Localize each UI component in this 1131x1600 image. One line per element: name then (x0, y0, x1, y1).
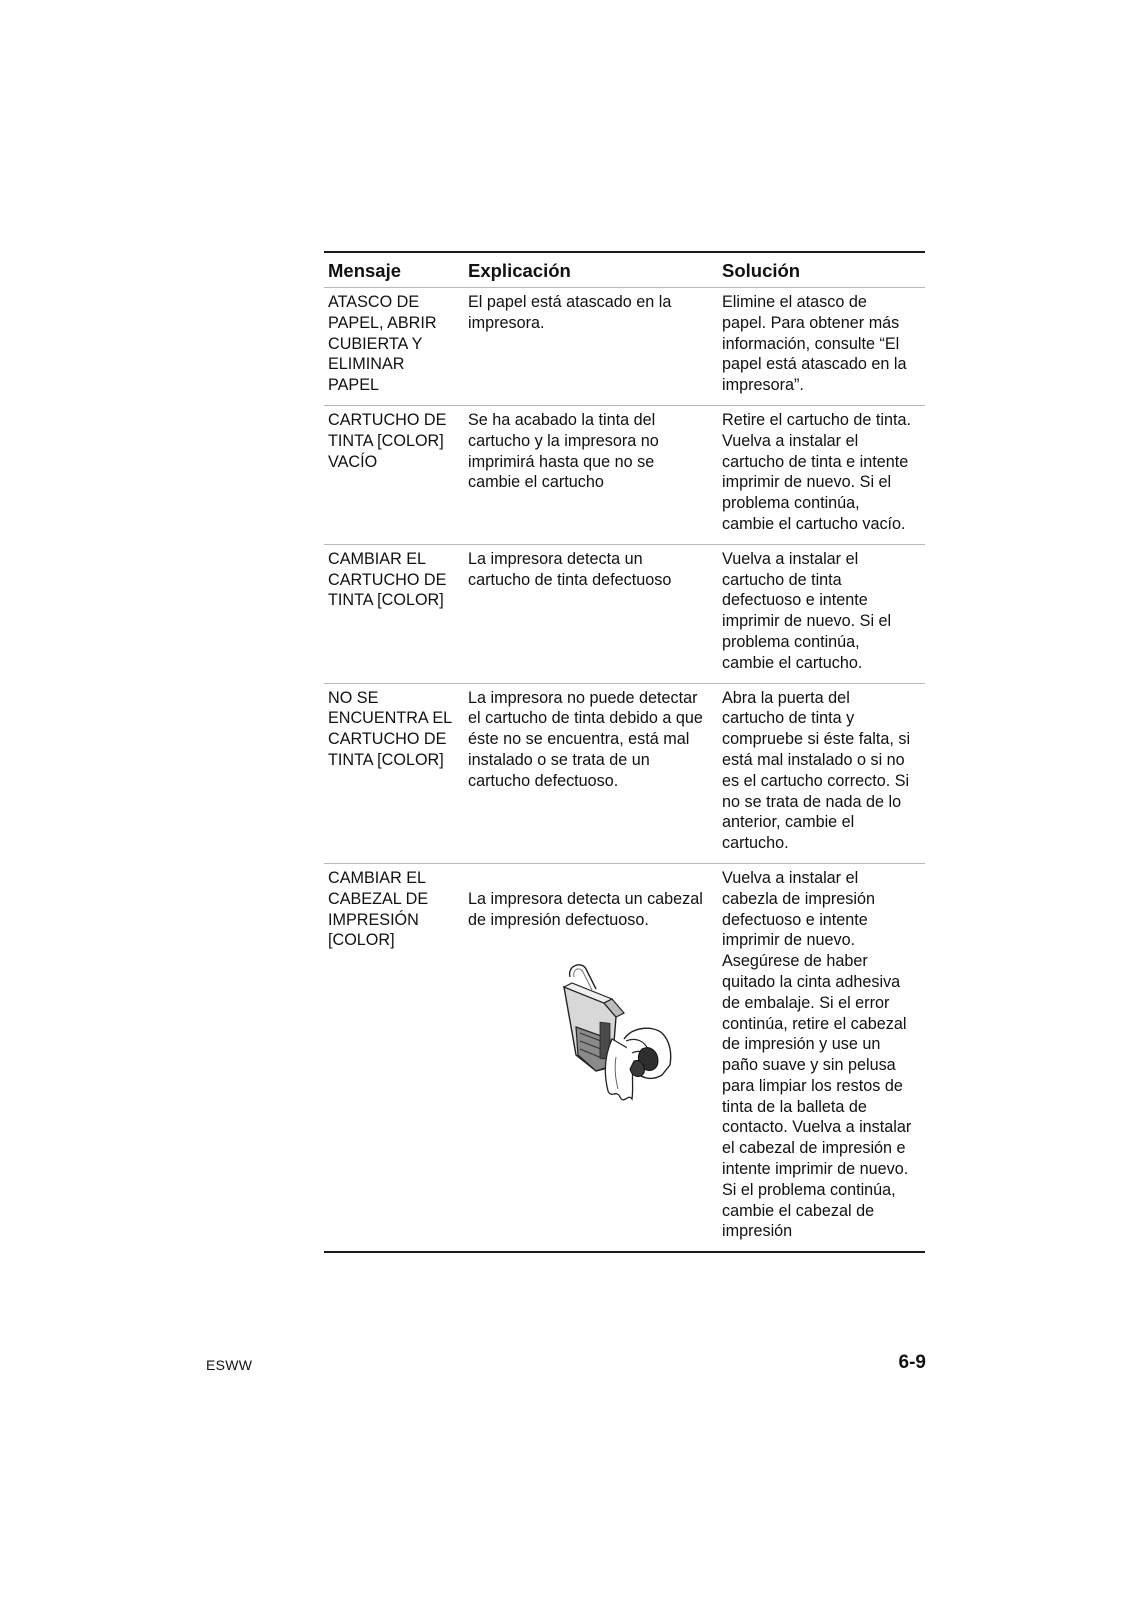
mensaje-cell: ATASCO DE PAPEL, ABRIR CUBIERTA Y ELIMINAR PAPEL (328, 293, 437, 395)
header-explicacion: Explicación (468, 260, 571, 282)
explicacion-column (465, 868, 718, 1242)
explicacion-cell: La impresora detecta un cartucho de tinta defectuoso (468, 549, 672, 589)
footer-language-code: ESWW (206, 1357, 253, 1373)
page-number: 6-9 (898, 1352, 926, 1373)
table-row (324, 683, 925, 863)
solucion-cell: Elimine el atasco de papel. Para obtener más información, consulte “El papel está atascado en la impresora”. (722, 293, 907, 395)
solucion-cell: Vuelva a instalar el cabezla de impresión defectuoso e intente imprimir de nuevo. Asegúrese de haber quitado la cinta adhesiva de embalaje. Si el error continúa, retire el cabezal de impresión y use un paño suave y sin pelusa para limpiar los restos de tinta de la balleta de contacto. Vuelva a instalar el cabezal de impresión e intente imprimir de nuevo. Si el problema continúa, cambie el cabezal de impresión (722, 868, 912, 1241)
mensaje-cell: CAMBIAR EL CARTUCHO DE TINTA [COLOR] (328, 549, 447, 610)
header-solucion: Solución (722, 260, 801, 282)
solucion-cell: Retire el cartucho de tinta. Vuelva a instalar el cartucho de tinta e intente imprimir de nuevo. Si el problema continúa, cambie el cartucho vacío. (722, 410, 911, 533)
table-row (324, 288, 925, 405)
explicacion-cell: Se ha acabado la tinta del cartucho y la impresora no imprimirá hasta que no se cambie el cartucho (468, 410, 659, 492)
header-mensaje: Mensaje (328, 260, 402, 282)
table-row (324, 544, 925, 683)
error-message-table (324, 251, 925, 1253)
solucion-cell: Vuelva a instalar el cartucho de tinta defectuoso e intente imprimir de nuevo. Si el problema continúa, cambie el cartucho. (722, 549, 892, 672)
table-row (324, 405, 925, 544)
explicacion-cell: El papel está atascado en la impresora. (468, 293, 672, 332)
mensaje-cell: CARTUCHO DE TINTA [COLOR] VACÍO (328, 410, 447, 471)
printhead-cleaning-illustration-icon (512, 957, 672, 1117)
explicacion-cell: La impresora detecta un cabezal de impresión defectuoso. (468, 889, 703, 929)
table-row (324, 863, 925, 1251)
table-header-row (324, 253, 925, 288)
mensaje-cell: CAMBIAR EL CABEZAL DE IMPRESIÓN [COLOR] (328, 868, 429, 950)
explicacion-cell: La impresora no puede detectar el cartucho de tinta debido a que éste no se encuentra, está mal instalado o se trata de un cartucho defectuoso. (468, 688, 703, 790)
mensaje-cell: NO SE ENCUENTRA EL CARTUCHO DE TINTA [COLOR] (328, 688, 453, 769)
solucion-cell: Abra la puerta del cartucho de tinta y compruebe si éste falta, si está mal instalado o si no es el cartucho correcto. Si no se trata de nada de lo anterior, cambie el cartucho. (722, 688, 911, 853)
